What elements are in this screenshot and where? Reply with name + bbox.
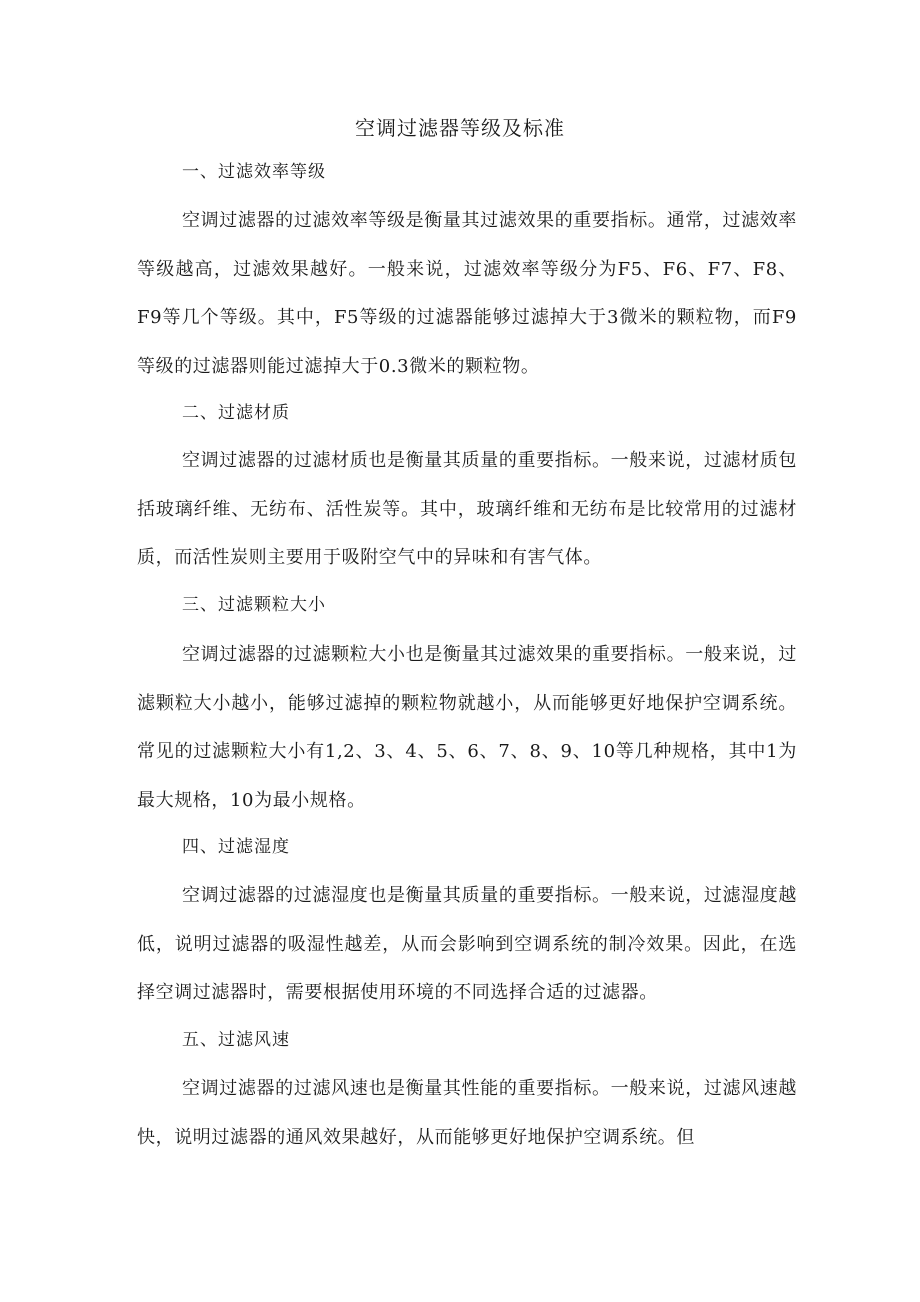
section-heading-airspeed: 五、过滤风速 <box>182 1030 290 1050</box>
section-heading-efficiency: 一、过滤效率等级 <box>182 162 326 182</box>
section-heading-material: 二、过滤材质 <box>182 403 290 423</box>
section-heading-humidity: 四、过滤湿度 <box>182 837 290 857</box>
section-paragraph-material: 空调过滤器的过滤材质也是衡量其质量的重要指标。一般来说，过滤材质包括玻璃纤维、无纺布、活性炭等。其中，玻璃纤维和无纺布是比较常用的过滤材质，而活性炭则主要用于吸附空气中的异味和有害气体。 <box>137 450 797 568</box>
document-title: 空调过滤器等级及标准 <box>355 116 565 140</box>
section-paragraph-particle-size: 空调过滤器的过滤颗粒大小也是衡量其过滤效果的重要指标。一般来说，过滤颗粒大小越小，能够过滤掉的颗粒物就越小，从而能够更好地保护空调系统。常见的过滤颗粒大小有1,2、3、4、5、6、7、8、9、10等几种规格，其中1为最大规格，10为最小规格。 <box>137 644 797 811</box>
section-paragraph-airspeed: 空调过滤器的过滤风速也是衡量其性能的重要指标。一般来说，过滤风速越快，说明过滤器的通风效果越好，从而能够更好地保护空调系统。但 <box>137 1078 797 1148</box>
section-paragraph-humidity: 空调过滤器的过滤湿度也是衡量其质量的重要指标。一般来说，过滤湿度越低，说明过滤器的吸湿性越差，从而会影响到空调系统的制冷效果。因此，在选择空调过滤器时，需要根据使用环境的不同选择合适的过滤器。 <box>137 885 797 1003</box>
section-paragraph-efficiency: 空调过滤器的过滤效率等级是衡量其过滤效果的重要指标。通常，过滤效率等级越高，过滤效果越好。一般来说，过滤效率等级分为F5、F6、F7、F8、F9等几个等级。其中，F5等级的过滤器能够过滤掉大于3微米的颗粒物，而F9等级的过滤器则能过滤掉大于0.3微米的颗粒物。 <box>137 210 797 377</box>
section-heading-particle-size: 三、过滤颗粒大小 <box>182 595 326 615</box>
